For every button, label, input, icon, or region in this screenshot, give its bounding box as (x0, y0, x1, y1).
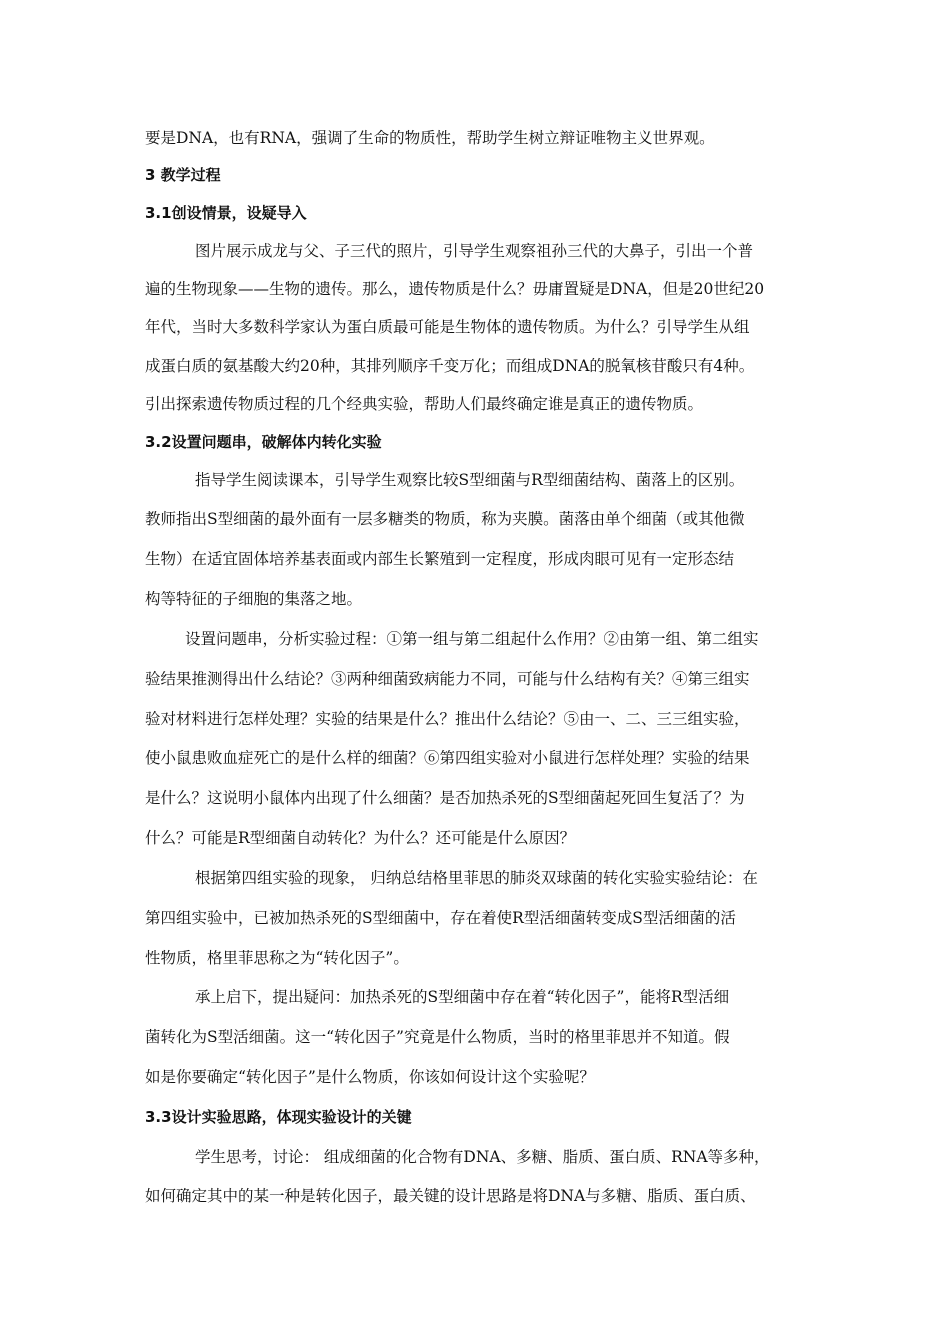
paragraph-line: 生物）在适宜固体培养基表面或内部生长繁殖到一定程度，形成肉眼可见有一定形态结 (145, 550, 735, 568)
section-heading-3-3: 3.3设计实验思路，体现实验设计的关键 (145, 1108, 412, 1126)
paragraph-line: 什么？可能是R型细菌自动转化？为什么？还可能是什么原因？ (145, 829, 576, 847)
paragraph-line: 构等特征的子细胞的集落之地。 (145, 590, 363, 608)
paragraph-line: 性物质，格里菲思称之为“转化因子”。 (145, 949, 409, 967)
paragraph-line: 图片展示成龙与父、子三代的照片，引导学生观察祖孙三代的大鼻子，引出一个普 (195, 242, 754, 260)
paragraph-line: 指导学生阅读课本，引导学生观察比较S型细菌与R型细菌结构、菌落上的区别。 (195, 471, 745, 489)
section-heading-3-2: 3.2设置问题串，破解体内转化实验 (145, 433, 382, 451)
paragraph-line: 承上启下，提出疑问：加热杀死的S型细菌中存在着“转化因子”，能将R型活细 (195, 988, 730, 1006)
paragraph-line: 成蛋白质的氨基酸大约20种，其排列顺序千变万化；而组成DNA的脱氧核苷酸只有4种。 (145, 357, 755, 375)
paragraph-line: 验结果推测得出什么结论？③两种细菌致病能力不同，可能与什么结构有关？④第三组实 (145, 670, 750, 688)
paragraph-line: 是什么？这说明小鼠体内出现了什么细菌？是否加热杀死的S型细菌起死回生复活了？为 (145, 789, 745, 807)
section-heading-3: 3 教学过程 (145, 166, 221, 184)
paragraph-line: 如是你要确定“转化因子”是什么物质，你该如何设计这个实验呢？ (145, 1068, 595, 1086)
paragraph-line: 学生思考，讨论： 组成细菌的化合物有DNA、多糖、脂质、蛋白质、RNA等多种， (195, 1148, 770, 1166)
paragraph-line: 要是DNA，也有RNA，强调了生命的物质性，帮助学生树立辩证唯物主义世界观。 (145, 129, 715, 147)
paragraph-line: 如何确定其中的某一种是转化因子，最关键的设计思路是将DNA与多糖、脂质、蛋白质、 (145, 1187, 756, 1205)
paragraph-line: 年代，当时大多数科学家认为蛋白质最可能是生物体的遗传物质。为什么？引导学生从组 (145, 318, 750, 336)
section-heading-3-1: 3.1创设情景，设疑导入 (145, 204, 307, 222)
paragraph-line: 遍的生物现象——生物的遗传。那么，遗传物质是什么？毋庸置疑是DNA，但是20世纪20 (145, 280, 765, 298)
paragraph-line: 菌转化为S型活细菌。这一“转化因子”究竟是什么物质，当时的格里菲思并不知道。假 (145, 1028, 730, 1046)
paragraph-line: 使小鼠患败血症死亡的是什么样的细菌？⑥第四组实验对小鼠进行怎样处理？实验的结果 (145, 749, 750, 767)
paragraph-line: 验对材料进行怎样处理？实验的结果是什么？推出什么结论？⑤由一、二、三三组实验， (145, 710, 750, 728)
paragraph-line: 根据第四组实验的现象， 归纳总结格里菲思的肺炎双球菌的转化实验实验结论：在 (195, 869, 758, 887)
paragraph-line: 设置问题串，分析实验过程：①第一组与第二组起什么作用？②由第一组、第二组实 (185, 630, 759, 648)
paragraph-line: 第四组实验中，已被加热杀死的S型细菌中，存在着使R型活细菌转变成S型活细菌的活 (145, 909, 736, 927)
paragraph-line: 教师指出S型细菌的最外面有一层多糖类的物质，称为夹膜。菌落由单个细菌（或其他微 (145, 510, 745, 528)
paragraph-line: 引出探索遗传物质过程的几个经典实验，帮助人们最终确定谁是真正的遗传物质。 (145, 395, 704, 413)
